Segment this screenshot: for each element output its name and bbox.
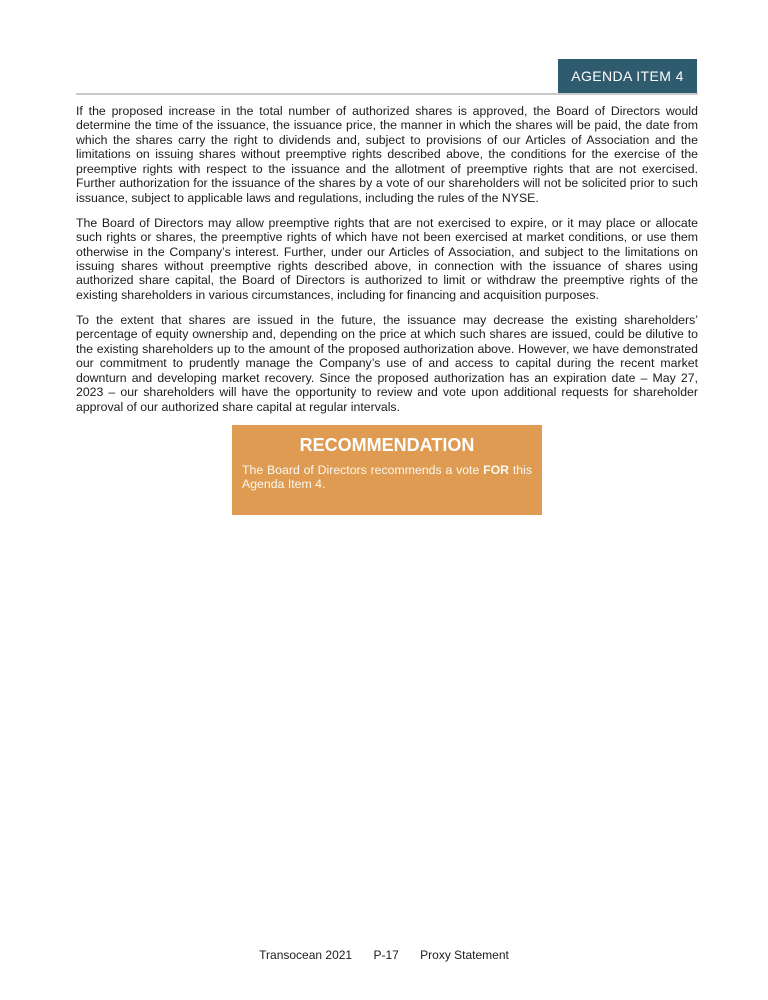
page-footer (0, 948, 768, 962)
footer-page-number: P-17 (373, 948, 399, 962)
recommendation-text-suffix: this Agenda Item 4. (242, 462, 532, 492)
body-paragraph: The Board of Directors may allow preemptive rights that are not exercised to expire, or it may place or allocate such rights or shares, the preemptive rights of which have not been exercised at market conditions, or use them otherwise in the Company’s interest. Further, under our Articles of Association, and subject to the limitations on issuing shares without preemptive rights described above, in connection with the issuance of shares using authorized share capital, the Board of Directors is authorized to limit or withdraw the preemptive rights of the existing shareholders in various circumstances, including for financing and acquisition purposes. (76, 215, 698, 302)
body-paragraph: To the extent that shares are issued in the future, the issuance may decrease the existing shareholders’ percentage of equity ownership and, depending on the price at which such shares are issued, could be dilutive to the existing shareholders up to the amount of the proposed authorization above. However, we have demonstrated our commitment to prudently manage the Company’s use of and access to capital during the recent market downturn and developing market recovery. Since the proposed authorization has an expiration date – May 27, 2023 – our shareholders will have the opportunity to review and vote upon additional requests for shareholder approval of our authorized share capital at regular intervals. (76, 312, 698, 414)
agenda-item-badge (558, 59, 697, 93)
recommendation-title: RECOMMENDATION (299, 434, 475, 455)
agenda-item-badge-label: AGENDA ITEM 4 (571, 68, 684, 84)
recommendation-vote-for: FOR (483, 462, 510, 477)
recommendation-text-prefix: The Board of Directors recommends a vote (242, 462, 484, 477)
page-body (76, 104, 698, 515)
recommendation-text (242, 463, 532, 492)
body-paragraph: If the proposed increase in the total number of authorized shares is approved, the Board of Directors would determine the time of the issuance, the issuance price, the manner in which the shares will be paid, the date from which the shares carry the right to dividends and, subject to provisions of our Articles of Association and the limitations on issuing shares without preemptive rights described above, the conditions for the exercise of the preemptive rights with respect to the issuance and the allotment of preemptive rights that are not exercised. Further authorization for the issuance of the shares by a vote of our shareholders will not be solicited prior to such issuance, subject to applicable laws and regulations, including the rules of the NYSE. (76, 104, 698, 205)
recommendation-box (232, 425, 542, 515)
footer-company: Transocean 2021 (259, 948, 353, 962)
footer-document-name: Proxy Statement (420, 948, 509, 962)
header-divider (76, 93, 698, 95)
